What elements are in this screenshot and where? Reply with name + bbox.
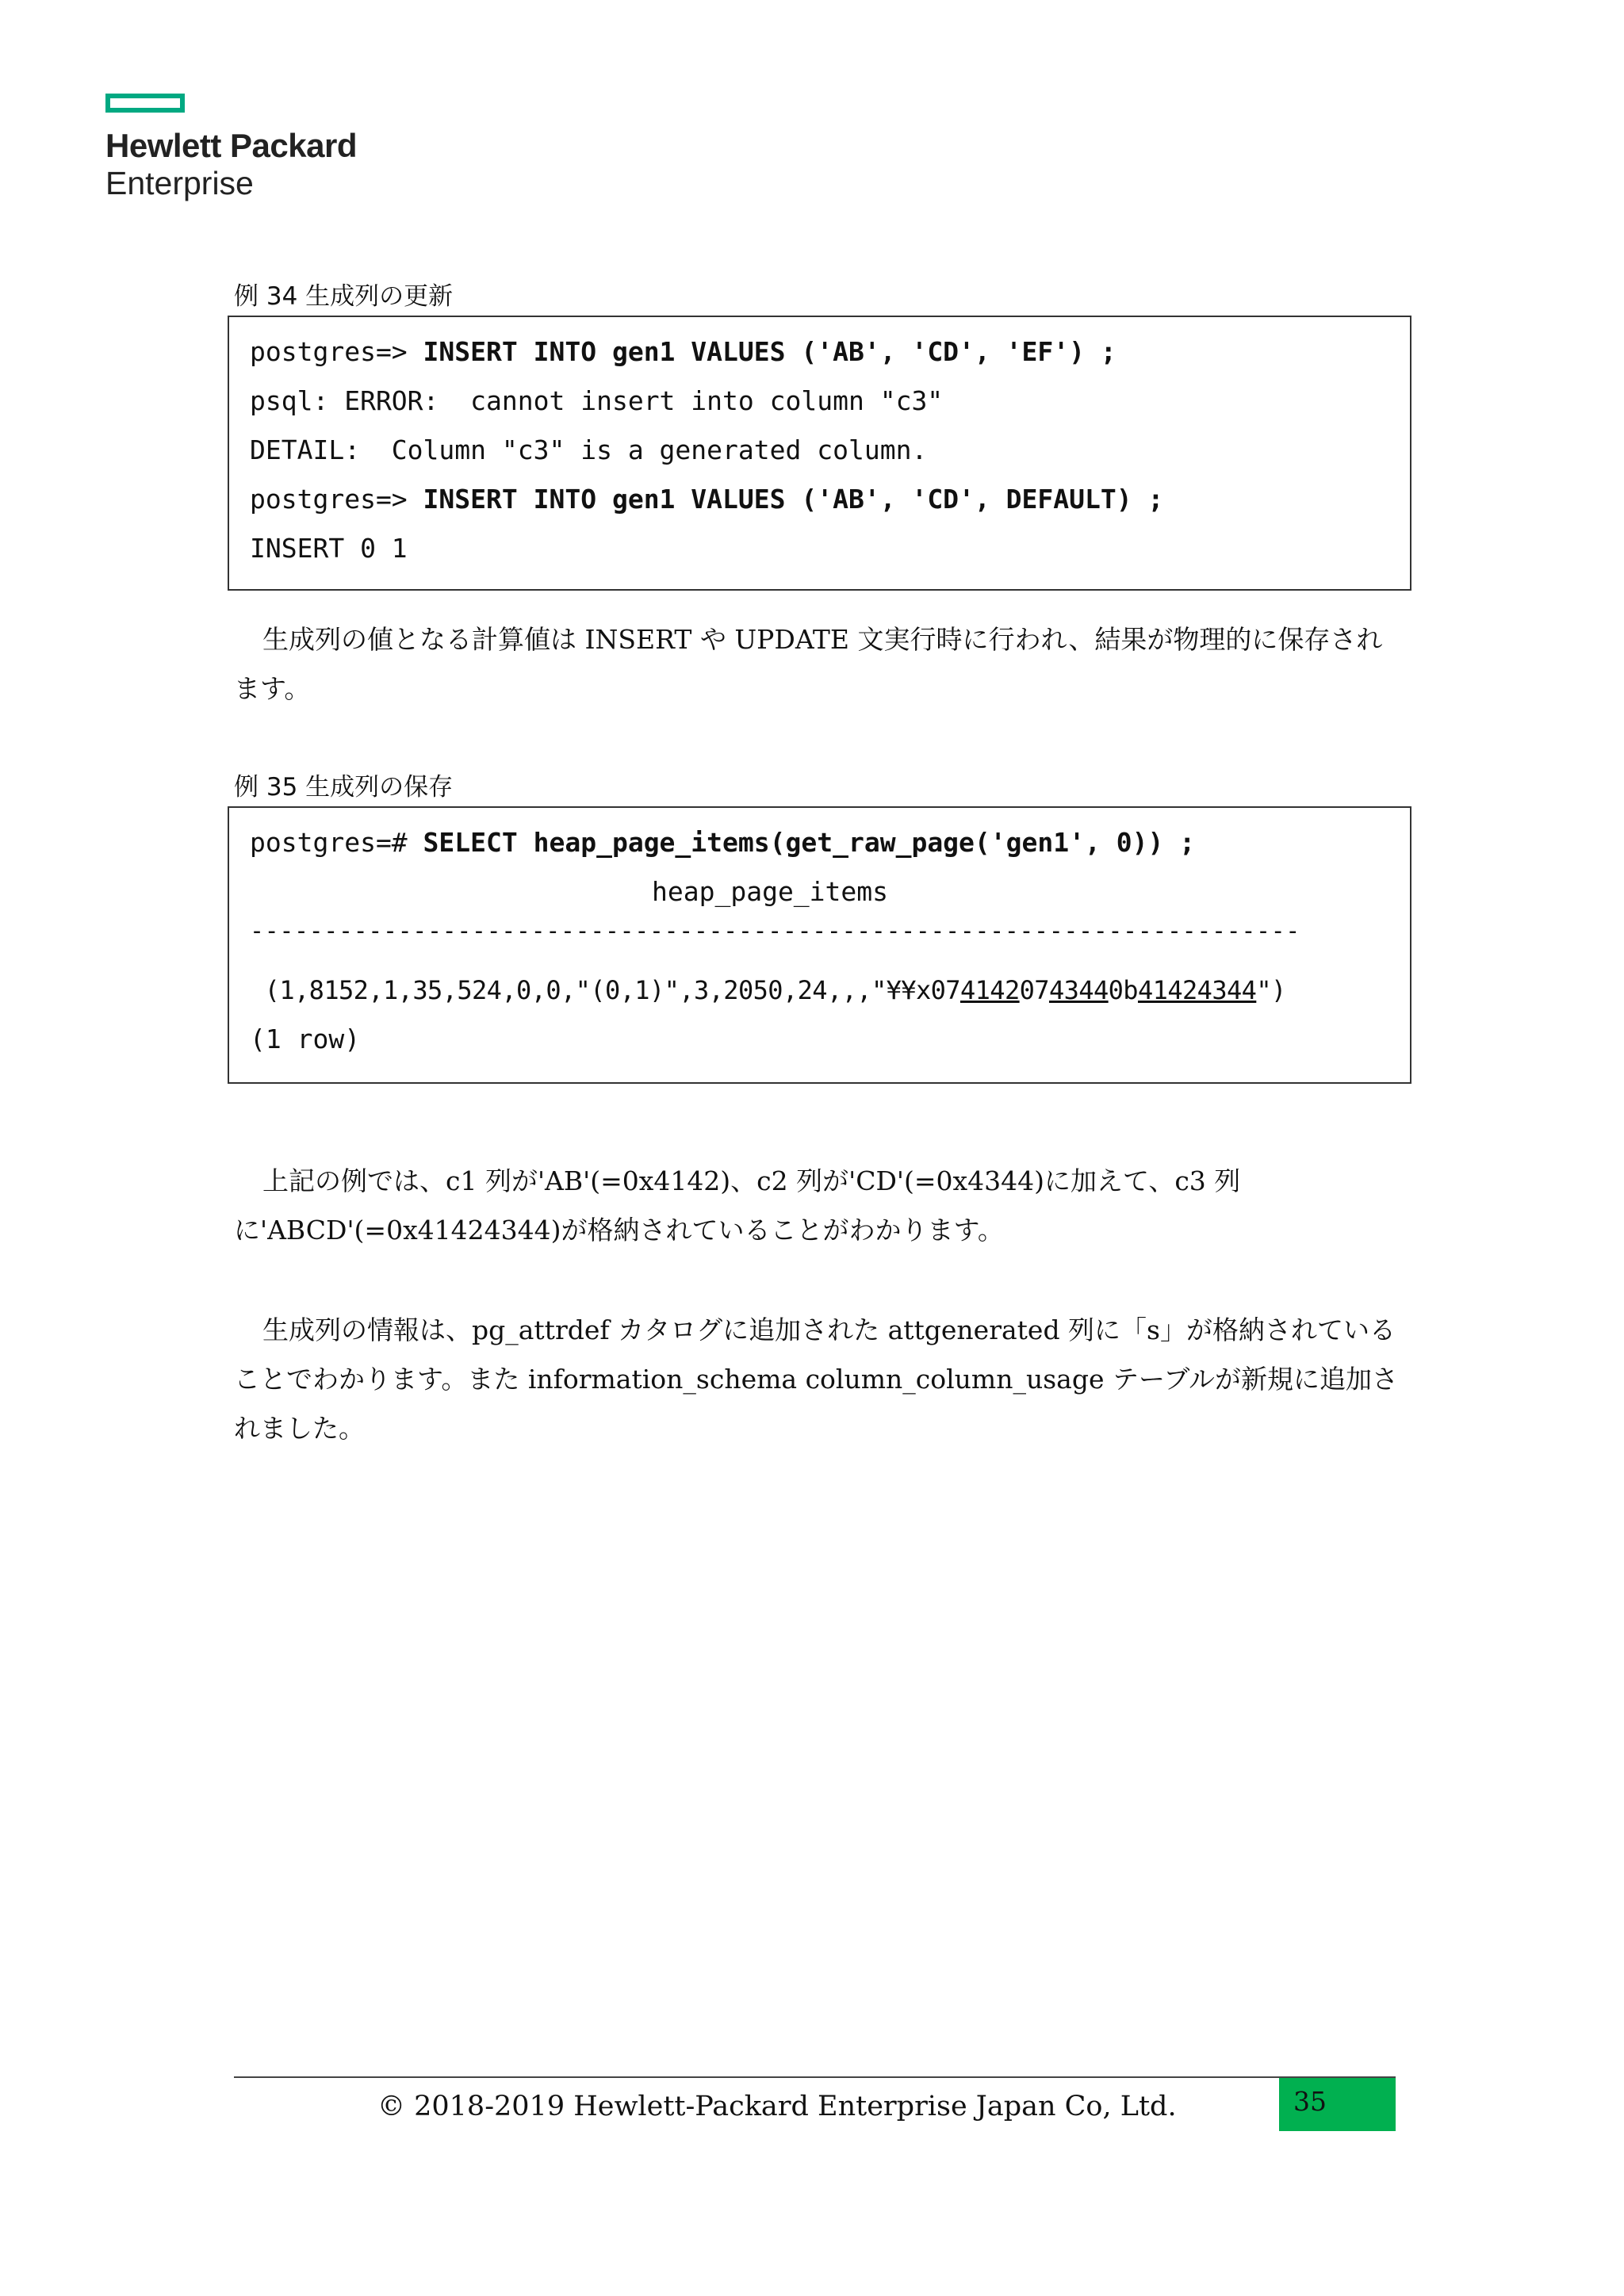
row-hex-c2: 4344 <box>1048 975 1109 1005</box>
row-suffix: ") <box>1256 975 1286 1005</box>
example34-code-box <box>228 316 1411 591</box>
code-line: psql: ERROR: cannot insert into column "c3" <box>250 385 944 416</box>
example35-code-box <box>228 806 1411 1084</box>
result-row-count: (1 row) <box>250 1024 361 1054</box>
paragraph-generated-value: 生成列の値となる計算値は INSERT や UPDATE 文実行時に行われ、結果が物理的に保存されます。 <box>234 624 1383 704</box>
paragraph-example-explanation: 上記の例では、c1 列が'AB'(=0x4142)、c2 列が'CD'(=0x4344)に加えて、c3 列に'ABCD'(=0x41424344)が格納されていることがわかります。 <box>234 1165 1241 1246</box>
page-number-box <box>1279 2078 1396 2131</box>
footer-rule <box>234 2076 1396 2078</box>
result-divider: ----------------------------------------------------------------------- <box>250 917 1300 945</box>
example35-caption: 例 35 生成列の保存 <box>234 773 454 802</box>
logo-bar-icon <box>105 94 185 113</box>
hpe-logo <box>105 94 359 201</box>
code-prompt: postgres=> <box>250 484 423 515</box>
code-prompt: postgres=# <box>250 827 423 858</box>
result-row <box>250 973 1286 1008</box>
code-line <box>250 482 1163 517</box>
code-line <box>250 335 1116 369</box>
row-hex-c3: 41424344 <box>1137 975 1257 1005</box>
code-command: INSERT INTO gen1 VALUES ('AB', 'CD', 'EF') ; <box>423 336 1116 367</box>
code-line: DETAIL: Column "c3" is a generated column. <box>250 434 928 465</box>
page-number: 35 <box>1293 2086 1327 2117</box>
paragraph-catalog-info: 生成列の情報は、pg_attrdef カタログに追加された attgenerated 列に「s」が格納されていることでわかります。また information_schema column_column_usage テーブルが新規に追加されました。 <box>234 1314 1399 1444</box>
row-sep2: 0b <box>1108 975 1138 1005</box>
code-command: INSERT INTO gen1 VALUES ('AB', 'CD', DEFAULT) ; <box>423 484 1164 515</box>
code-line: INSERT 0 1 <box>250 533 408 564</box>
row-prefix: (1,8152,1,35,524,0,0,"(0,1)",3,2050,24,,,"¥¥x07 <box>250 975 960 1005</box>
footer-copyright: © 2018-2019 Hewlett-Packard Enterprise Japan Co, Ltd. <box>377 2091 1177 2122</box>
code-prompt: postgres=> <box>250 336 423 367</box>
code-command: SELECT heap_page_items(get_raw_page('gen1', 0)) ; <box>423 827 1196 858</box>
result-header: heap_page_items <box>652 876 889 907</box>
row-sep1: 07 <box>1019 975 1049 1005</box>
logo-text-line1: Hewlett Packard <box>105 127 357 164</box>
example34-caption: 例 34 生成列の更新 <box>234 282 454 311</box>
code-line <box>250 825 1195 860</box>
row-hex-c1: 4142 <box>959 975 1020 1005</box>
logo-text-line2: Enterprise <box>105 165 254 201</box>
